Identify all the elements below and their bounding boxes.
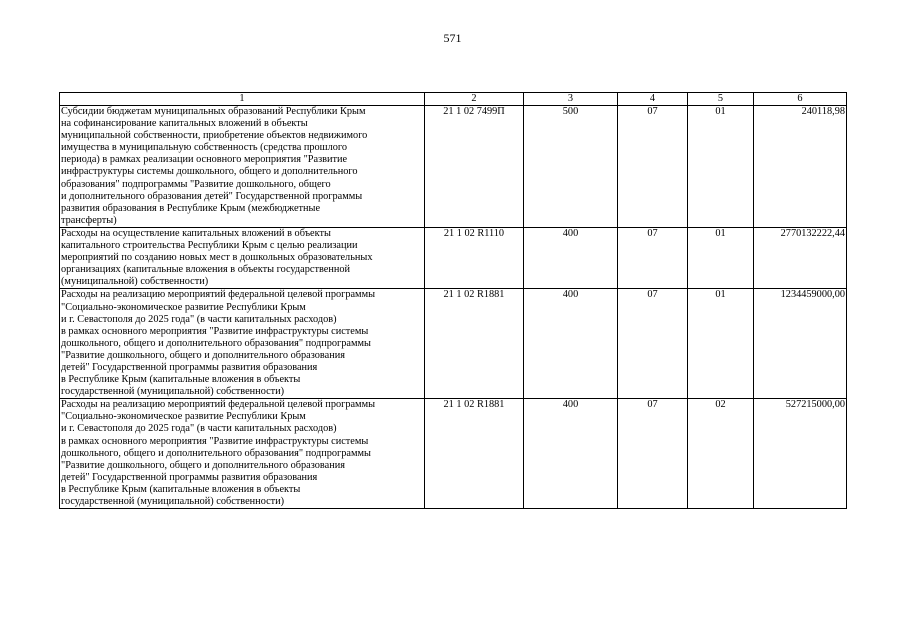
row-expense-type: 400 [524, 289, 618, 399]
header-col-3: 3 [524, 93, 618, 106]
row-amount: 240118,98 [754, 106, 847, 228]
row-target-code: 21 1 02 R1881 [425, 399, 524, 509]
header-col-5: 5 [688, 93, 754, 106]
row-section: 07 [618, 399, 688, 509]
row-subsection: 02 [688, 399, 754, 509]
table-row [60, 399, 847, 509]
budget-table [59, 92, 847, 509]
row-section: 07 [618, 289, 688, 399]
row-section: 07 [618, 227, 688, 288]
row-expense-type: 500 [524, 106, 618, 228]
header-col-4: 4 [618, 93, 688, 106]
row-subsection: 01 [688, 289, 754, 399]
header-col-6: 6 [754, 93, 847, 106]
header-col-2: 2 [425, 93, 524, 106]
row-amount: 2770132222,44 [754, 227, 847, 288]
row-expense-type: 400 [524, 399, 618, 509]
row-name: Расходы на осуществление капитальных вложений в объекты капитального строительства Республики Крым с целью реализации мероприятий по созданию новых мест в дошкольных образовательных организациях (капитальные вложения в объекты государственной (муниципальной) собственности) [60, 227, 425, 288]
row-target-code: 21 1 02 R1881 [425, 289, 524, 399]
row-name: Субсидии бюджетам муниципальных образований Республики Крым на софинансирование капитальных вложений в объекты муниципальной собственности, приобретение объектов недвижимого имущества в муниципальную собственность (средства прошлого периода) в рамках реализации основного мероприятия "Развитие инфраструктуры системы дошкольного, общего и дополнительного образования" подпрограммы "Развитие дошкольного, общего и дополнительного образования детей" Государственной программы развития образования в Республике Крым (межбюджетные трансферты) [60, 106, 425, 228]
row-expense-type: 400 [524, 227, 618, 288]
row-subsection: 01 [688, 227, 754, 288]
page-number: 571 [443, 31, 462, 45]
row-amount: 1234459000,00 [754, 289, 847, 399]
row-amount: 527215000,00 [754, 399, 847, 509]
row-name: Расходы на реализацию мероприятий федеральной целевой программы "Социально-экономическое развитие Республики Крым и г. Севастополя до 2025 года" (в части капитальных расходов) в рамках основного мероприятия "Развитие инфраструктуры системы дошкольного, общего и дополнительного образования" подпрограммы "Развитие дошкольного, общего и дополнительного образования детей" Государственной программы развития образования в Республике Крым (капитальные вложения в объекты государственной (муниципальной) собственности) [60, 399, 425, 509]
row-section: 07 [618, 106, 688, 228]
table-row [60, 106, 847, 228]
table-row [60, 227, 847, 288]
row-target-code: 21 1 02 7499П [425, 106, 524, 228]
table-row [60, 289, 847, 399]
row-name: Расходы на реализацию мероприятий федеральной целевой программы "Социально-экономическое развитие Республики Крым и г. Севастополя до 2025 года" (в части капитальных расходов) в рамках основного мероприятия "Развитие инфраструктуры системы дошкольного, общего и дополнительного образования" подпрограммы "Развитие дошкольного, общего и дополнительного образования детей" Государственной программы развития образования в Республике Крым (капитальные вложения в объекты государственной (муниципальной) собственности) [60, 289, 425, 399]
row-subsection: 01 [688, 106, 754, 228]
table-header-row [60, 93, 847, 106]
header-col-1: 1 [60, 93, 425, 106]
row-target-code: 21 1 02 R1110 [425, 227, 524, 288]
